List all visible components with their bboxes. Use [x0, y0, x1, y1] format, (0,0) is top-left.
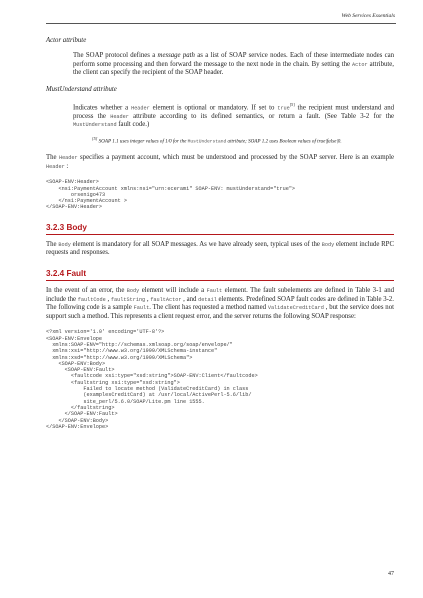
text: the recipient must understand and process the	[73, 104, 394, 120]
inline-code: detail	[198, 296, 217, 303]
inline-code: MustUnderstand	[187, 139, 227, 145]
inline-code: Fault	[133, 305, 150, 312]
text: element is mandatory for all SOAP messages. As we have already seen, typical uses of the	[70, 240, 322, 248]
inline-code: Header	[131, 105, 150, 112]
inline-code: Body	[58, 241, 71, 248]
fault-section	[46, 269, 394, 321]
header-rule	[46, 23, 396, 24]
inline-code: faultString	[110, 296, 146, 303]
inline-code: true	[277, 105, 290, 112]
text: as a list of SOAP service nodes. Each of these intermediate nodes can perform some processing and then forward the message to the next node in the chain. By setting the	[73, 52, 395, 68]
text: attribute according to its defined semantics, or return a fault. (See Table 3-2 for the	[128, 112, 395, 120]
body-section	[46, 223, 394, 258]
inline-code: faultCode	[77, 296, 106, 303]
inline-code: Body	[126, 287, 140, 294]
text: fault code.)	[116, 121, 150, 129]
text: element include RPC requests and responses.	[46, 240, 394, 257]
text: Indicates whether a	[73, 104, 132, 112]
text: ,	[145, 295, 151, 303]
page-content	[46, 37, 394, 430]
inline-code: Header	[110, 113, 129, 120]
mustunderstand-heading: MustUnderstand attribute	[46, 85, 117, 93]
emphasis: message path	[157, 52, 195, 59]
text: element. The fault subelements are defined in Table 3-1 and include the	[46, 286, 395, 303]
text: . The client has requested a method named	[149, 304, 268, 312]
text: , and	[181, 295, 199, 303]
section-rule	[46, 280, 394, 281]
text: element is optional or mandatory. If set to	[149, 104, 278, 112]
inline-code: faultActor	[150, 296, 182, 303]
text: ,	[105, 295, 111, 303]
fault-code-block: <?xml version='1.0' encoding='UTF-8'?> <SOAP-ENV:Envelope xmlns:SOAP-ENV="http://schemas.xmlsoap.org/soap/envelope/" xmlns:xsi="http://www.w3.org/1999/XMLSchema-instance" xmlns:xsd="http://www.w3.org/1999/XMLSchema"> <SOAP-ENV:Body> <SOAP-ENV:Fault> <faultcode xsi:type="xsd:string">SOAP-ENV:Client</faultcode> <faultstring xsi:type="xsd:string"> Failed to locate method (ValidateCreditCard) in class (examplesCreditCard) at /usr/local/ActivePerl-5.6/lib/ site_perl/5.6.0/SOAP/Lite.pm line 1555. </faultstring> </SOAP-ENV:Fault> </SOAP-ENV:Body> </SOAP-ENV:Envelope>	[46, 329, 258, 430]
inline-code: Header	[46, 163, 65, 170]
inline-code: Actor	[352, 61, 368, 68]
text: , but the service does not support such a method. This represents a client request error, and the server returns the following SOAP response:	[46, 304, 394, 320]
text: In the event of an error, the	[46, 286, 127, 294]
text: The SOAP protocol defines a	[73, 52, 158, 59]
text: specifies a payment account, which must be understood and processed by the SOAP server. Here is an example	[77, 154, 394, 162]
mustunderstand-paragraph	[46, 101, 394, 130]
text: The	[46, 154, 59, 162]
actor-heading: Actor attribute	[46, 37, 87, 44]
footnote-marker: [5]	[92, 135, 98, 141]
text: elements. Predefined SOAP fault codes are defined in Table 3-2. The following code is a sample	[46, 295, 394, 312]
fault-paragraph	[46, 287, 394, 321]
section-rule	[46, 234, 394, 235]
section-heading-body: 3.2.3 Body	[46, 222, 87, 232]
inline-code: ValidateCreditCard	[267, 305, 324, 312]
footnote-reference[interactable]: [5]	[289, 101, 295, 107]
inline-code: Fault	[206, 287, 223, 294]
inline-code: Header	[58, 155, 78, 162]
text: attribute; SOAP 1.2 uses Boolean values of true|false|0.	[226, 138, 342, 145]
section-heading-fault: 3.2.4 Fault	[46, 268, 87, 278]
text: element will include a	[139, 286, 207, 294]
page-number: 47	[388, 571, 394, 577]
text: :	[64, 162, 69, 170]
footnote	[46, 136, 394, 146]
inline-code: MustUnderstand	[73, 122, 117, 129]
running-header: Web Services Essentials	[341, 13, 395, 19]
text: attribute, the client can specify the recipient of the SOAP header.	[73, 60, 395, 77]
text: The	[46, 240, 59, 248]
actor-paragraph	[46, 52, 394, 78]
text: SOAP 1.1 uses integer values of 1/0 for the	[97, 138, 188, 145]
header-code-block: <SOAP-ENV:Header> <ns1:PaymentAccount xmlns:ns1="urn:ecerami" SOAP-ENV: mustUnderstand="true"> orsenigo473 </ns1:PaymentAccount > </SOAP-ENV:Header>	[46, 179, 296, 211]
header-intro-paragraph	[46, 154, 394, 171]
body-paragraph	[46, 241, 394, 258]
inline-code: Body	[321, 241, 335, 248]
